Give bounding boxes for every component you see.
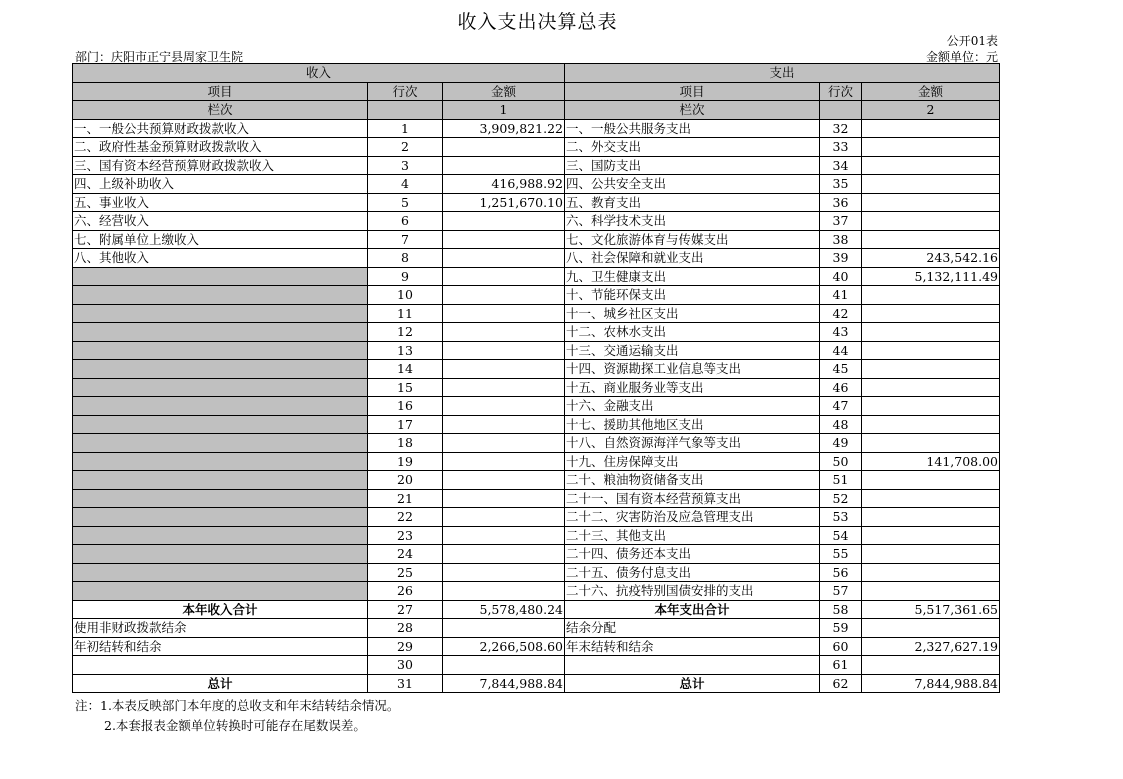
- income-amount-cell: [443, 489, 565, 508]
- income-item-cell: [73, 582, 368, 601]
- table-row: [73, 397, 1000, 416]
- expense-amount-cell: 5,132,111.49: [862, 267, 1000, 286]
- income-item-cell: [73, 267, 368, 286]
- income-item-cell: 八、其他收入: [73, 249, 368, 268]
- expense-item-cell: 九、卫生健康支出: [565, 267, 820, 286]
- expense-line-cell: 53: [820, 508, 862, 527]
- expense-item-cell: 二十五、债务付息支出: [565, 563, 820, 582]
- expense-item-cell: 十、节能环保支出: [565, 286, 820, 305]
- expense-line-cell: 49: [820, 434, 862, 453]
- income-item-cell: [73, 360, 368, 379]
- expense-item-cell: 七、文化旅游体育与传媒支出: [565, 230, 820, 249]
- income-amount-cell: [443, 582, 565, 601]
- income-amount-cell: 416,988.92: [443, 175, 565, 194]
- table-row: [73, 119, 1000, 138]
- income-item-cell: [73, 563, 368, 582]
- expense-amount-cell: [862, 119, 1000, 138]
- income-total-line-cell: 31: [368, 674, 443, 693]
- income-amount-cell: [443, 138, 565, 157]
- expense-total-amount-cell: 7,844,988.84: [862, 674, 1000, 693]
- expense-column-number: 2: [862, 101, 1000, 120]
- income-line-cell: 24: [368, 545, 443, 564]
- income-item-cell: 二、政府性基金预算财政拨款收入: [73, 138, 368, 157]
- table-row: [73, 471, 1000, 490]
- expense-amount-cell: [862, 138, 1000, 157]
- expense-amount-cell: [862, 526, 1000, 545]
- table-row: [73, 341, 1000, 360]
- expense-line-cell: 35: [820, 175, 862, 194]
- note-1: 注：1.本表反映部门本年度的总收支和年末结转结余情况。: [75, 698, 400, 713]
- income-column-blank: [368, 101, 443, 120]
- income-amount-cell: [443, 434, 565, 453]
- income-line-cell: 18: [368, 434, 443, 453]
- income-line-cell: 9: [368, 267, 443, 286]
- table-row: [73, 156, 1000, 175]
- income-amount-cell: [443, 545, 565, 564]
- income-item-cell: [73, 341, 368, 360]
- expense-line-cell: 51: [820, 471, 862, 490]
- income-item-cell: 三、国有资本经营预算财政拨款收入: [73, 156, 368, 175]
- income-item-cell: [73, 545, 368, 564]
- total-row: [73, 656, 1000, 675]
- expense-item-cell: 二十四、债务还本支出: [565, 545, 820, 564]
- expense-section-header: 支出: [565, 64, 1000, 83]
- income-line-cell: 5: [368, 193, 443, 212]
- expense-item-cell: 十一、城乡社区支出: [565, 304, 820, 323]
- expense-line-cell: 33: [820, 138, 862, 157]
- income-item-cell: [73, 415, 368, 434]
- expense-total-item-cell: [565, 656, 820, 675]
- expense-amount-cell: [862, 378, 1000, 397]
- income-amount-cell: [443, 397, 565, 416]
- expense-line-cell: 56: [820, 563, 862, 582]
- expense-total-line-cell: 59: [820, 619, 862, 638]
- expense-amount-cell: 141,708.00: [862, 452, 1000, 471]
- table-row: [73, 378, 1000, 397]
- expense-amount-cell: [862, 341, 1000, 360]
- table-row: [73, 304, 1000, 323]
- income-amount-cell: [443, 156, 565, 175]
- income-line-cell: 21: [368, 489, 443, 508]
- income-line-cell: 23: [368, 526, 443, 545]
- income-line-cell: 11: [368, 304, 443, 323]
- expense-item-cell: 十九、住房保障支出: [565, 452, 820, 471]
- expense-column-label: 栏次: [565, 101, 820, 120]
- table-row: [73, 175, 1000, 194]
- income-line-cell: 13: [368, 341, 443, 360]
- table-row: [73, 563, 1000, 582]
- form-number: 公开01表: [946, 34, 998, 48]
- expense-amount-cell: [862, 230, 1000, 249]
- income-item-cell: [73, 286, 368, 305]
- income-amount-cell: [443, 452, 565, 471]
- expense-total-amount-cell: 2,327,627.19: [862, 637, 1000, 656]
- income-amount-header: 金额: [443, 82, 565, 101]
- income-item-cell: [73, 489, 368, 508]
- income-line-cell: 20: [368, 471, 443, 490]
- income-line-cell: 4: [368, 175, 443, 194]
- income-amount-cell: [443, 323, 565, 342]
- column-number-row: [73, 101, 1000, 120]
- report-title: 收入支出决算总表: [457, 11, 618, 33]
- expense-line-cell: 40: [820, 267, 862, 286]
- income-line-cell: 1: [368, 119, 443, 138]
- income-amount-cell: 3,909,821.22: [443, 119, 565, 138]
- table-row: [73, 489, 1000, 508]
- income-line-cell: 22: [368, 508, 443, 527]
- expense-item-cell: 二十三、其他支出: [565, 526, 820, 545]
- income-amount-cell: [443, 267, 565, 286]
- total-row: [73, 637, 1000, 656]
- income-item-cell: [73, 452, 368, 471]
- income-item-cell: 一、一般公共预算财政拨款收入: [73, 119, 368, 138]
- expense-line-cell: 52: [820, 489, 862, 508]
- income-expense-table: [72, 63, 1000, 693]
- income-amount-cell: [443, 249, 565, 268]
- income-line-cell: 15: [368, 378, 443, 397]
- expense-item-cell: 六、科学技术支出: [565, 212, 820, 231]
- income-item-cell: [73, 434, 368, 453]
- income-item-header: 项目: [73, 82, 368, 101]
- expense-amount-cell: [862, 193, 1000, 212]
- expense-total-item-cell: 结余分配: [565, 619, 820, 638]
- income-total-item-cell: 总计: [73, 674, 368, 693]
- expense-line-cell: 41: [820, 286, 862, 305]
- expense-total-item-cell: 总计: [565, 674, 820, 693]
- expense-amount-cell: [862, 397, 1000, 416]
- table-row: [73, 212, 1000, 231]
- income-amount-cell: [443, 304, 565, 323]
- income-amount-cell: [443, 526, 565, 545]
- table-row: [73, 193, 1000, 212]
- expense-column-blank: [820, 101, 862, 120]
- expense-line-cell: 43: [820, 323, 862, 342]
- income-line-cell: 16: [368, 397, 443, 416]
- expense-amount-cell: [862, 286, 1000, 305]
- expense-line-cell: 44: [820, 341, 862, 360]
- expense-item-cell: 一、一般公共服务支出: [565, 119, 820, 138]
- income-total-amount-cell: 2,266,508.60: [443, 637, 565, 656]
- income-total-item-cell: 使用非财政拨款结余: [73, 619, 368, 638]
- expense-amount-cell: [862, 156, 1000, 175]
- income-amount-cell: [443, 360, 565, 379]
- expense-item-cell: 二十二、灾害防治及应急管理支出: [565, 508, 820, 527]
- expense-total-item-cell: 本年支出合计: [565, 600, 820, 619]
- income-line-header: 行次: [368, 82, 443, 101]
- expense-total-line-cell: 61: [820, 656, 862, 675]
- expense-line-cell: 47: [820, 397, 862, 416]
- income-line-cell: 6: [368, 212, 443, 231]
- expense-line-cell: 48: [820, 415, 862, 434]
- income-amount-cell: [443, 471, 565, 490]
- expense-amount-cell: [862, 508, 1000, 527]
- income-total-line-cell: 29: [368, 637, 443, 656]
- total-row: [73, 619, 1000, 638]
- expense-line-cell: 42: [820, 304, 862, 323]
- table-row: [73, 230, 1000, 249]
- expense-line-cell: 36: [820, 193, 862, 212]
- expense-total-amount-cell: 5,517,361.65: [862, 600, 1000, 619]
- expense-item-cell: 十五、商业服务业等支出: [565, 378, 820, 397]
- income-column-number: 1: [443, 101, 565, 120]
- income-line-cell: 10: [368, 286, 443, 305]
- expense-total-amount-cell: [862, 619, 1000, 638]
- expense-item-header: 项目: [565, 82, 820, 101]
- expense-total-line-cell: 60: [820, 637, 862, 656]
- income-line-cell: 3: [368, 156, 443, 175]
- income-total-line-cell: 30: [368, 656, 443, 675]
- expense-item-cell: 八、社会保障和就业支出: [565, 249, 820, 268]
- income-item-cell: 五、事业收入: [73, 193, 368, 212]
- income-item-cell: [73, 526, 368, 545]
- income-item-cell: [73, 397, 368, 416]
- expense-total-line-cell: 58: [820, 600, 862, 619]
- expense-item-cell: 二十、粮油物资储备支出: [565, 471, 820, 490]
- expense-line-cell: 54: [820, 526, 862, 545]
- income-total-item-cell: 本年收入合计: [73, 600, 368, 619]
- expense-item-cell: 十七、援助其他地区支出: [565, 415, 820, 434]
- income-amount-cell: [443, 286, 565, 305]
- income-total-line-cell: 27: [368, 600, 443, 619]
- income-item-cell: [73, 304, 368, 323]
- table-row: [73, 508, 1000, 527]
- expense-item-cell: 十六、金融支出: [565, 397, 820, 416]
- department-label: 部门：庆阳市正宁县周家卫生院: [75, 50, 244, 64]
- expense-line-cell: 37: [820, 212, 862, 231]
- amount-unit-label: 金额单位：元: [925, 50, 998, 64]
- expense-amount-cell: [862, 360, 1000, 379]
- expense-amount-header: 金额: [862, 82, 1000, 101]
- table-row: [73, 138, 1000, 157]
- income-total-item-cell: 年初结转和结余: [73, 637, 368, 656]
- income-line-cell: 7: [368, 230, 443, 249]
- income-line-cell: 19: [368, 452, 443, 471]
- expense-amount-cell: [862, 471, 1000, 490]
- expense-line-cell: 57: [820, 582, 862, 601]
- expense-item-cell: 十三、交通运输支出: [565, 341, 820, 360]
- income-line-cell: 17: [368, 415, 443, 434]
- income-item-cell: [73, 508, 368, 527]
- expense-amount-cell: [862, 489, 1000, 508]
- table-row: [73, 526, 1000, 545]
- total-row: [73, 600, 1000, 619]
- expense-total-amount-cell: [862, 656, 1000, 675]
- income-section-header: 收入: [73, 64, 565, 83]
- expense-item-cell: 四、公共安全支出: [565, 175, 820, 194]
- income-total-amount-cell: 7,844,988.84: [443, 674, 565, 693]
- income-total-amount-cell: 5,578,480.24: [443, 600, 565, 619]
- table-row: [73, 249, 1000, 268]
- expense-item-cell: 十四、资源勘探工业信息等支出: [565, 360, 820, 379]
- income-amount-cell: [443, 341, 565, 360]
- income-item-cell: 四、上级补助收入: [73, 175, 368, 194]
- expense-amount-cell: [862, 545, 1000, 564]
- column-header-row: [73, 82, 1000, 101]
- expense-item-cell: 二十一、国有资本经营预算支出: [565, 489, 820, 508]
- income-amount-cell: [443, 508, 565, 527]
- income-item-cell: 七、附属单位上缴收入: [73, 230, 368, 249]
- income-amount-cell: [443, 230, 565, 249]
- table-row: [73, 545, 1000, 564]
- expense-amount-cell: [862, 323, 1000, 342]
- income-column-label: 栏次: [73, 101, 368, 120]
- income-amount-cell: 1,251,670.10: [443, 193, 565, 212]
- expense-line-cell: 55: [820, 545, 862, 564]
- income-item-cell: [73, 471, 368, 490]
- expense-item-cell: 二十六、抗疫特别国债安排的支出: [565, 582, 820, 601]
- expense-amount-cell: [862, 563, 1000, 582]
- expense-amount-cell: [862, 304, 1000, 323]
- table-row: [73, 267, 1000, 286]
- income-total-amount-cell: [443, 619, 565, 638]
- income-amount-cell: [443, 212, 565, 231]
- expense-amount-cell: [862, 175, 1000, 194]
- income-item-cell: 六、经营收入: [73, 212, 368, 231]
- expense-line-cell: 39: [820, 249, 862, 268]
- expense-total-line-cell: 62: [820, 674, 862, 693]
- income-line-cell: 14: [368, 360, 443, 379]
- expense-amount-cell: [862, 415, 1000, 434]
- expense-item-cell: 十二、农林水支出: [565, 323, 820, 342]
- expense-item-cell: 三、国防支出: [565, 156, 820, 175]
- expense-line-cell: 34: [820, 156, 862, 175]
- income-amount-cell: [443, 378, 565, 397]
- expense-line-cell: 50: [820, 452, 862, 471]
- table-row: [73, 286, 1000, 305]
- expense-item-cell: 五、教育支出: [565, 193, 820, 212]
- expense-line-cell: 46: [820, 378, 862, 397]
- expense-line-cell: 45: [820, 360, 862, 379]
- expense-item-cell: 二、外交支出: [565, 138, 820, 157]
- income-total-line-cell: 28: [368, 619, 443, 638]
- table-row: [73, 434, 1000, 453]
- expense-item-cell: 十八、自然资源海洋气象等支出: [565, 434, 820, 453]
- income-total-amount-cell: [443, 656, 565, 675]
- total-row: [73, 674, 1000, 693]
- income-line-cell: 8: [368, 249, 443, 268]
- income-amount-cell: [443, 563, 565, 582]
- table-row: [73, 415, 1000, 434]
- table-row: [73, 452, 1000, 471]
- income-line-cell: 12: [368, 323, 443, 342]
- income-line-cell: 26: [368, 582, 443, 601]
- expense-total-item-cell: 年末结转和结余: [565, 637, 820, 656]
- section-header-row: [73, 64, 1000, 83]
- expense-amount-cell: [862, 434, 1000, 453]
- expense-line-header: 行次: [820, 82, 862, 101]
- income-amount-cell: [443, 415, 565, 434]
- income-item-cell: [73, 323, 368, 342]
- expense-amount-cell: [862, 582, 1000, 601]
- expense-amount-cell: [862, 212, 1000, 231]
- table-row: [73, 582, 1000, 601]
- note-2: 2.本套报表金额单位转换时可能存在尾数误差。: [104, 718, 366, 733]
- income-line-cell: 2: [368, 138, 443, 157]
- table-row: [73, 360, 1000, 379]
- income-item-cell: [73, 378, 368, 397]
- table-row: [73, 323, 1000, 342]
- expense-line-cell: 32: [820, 119, 862, 138]
- expense-line-cell: 38: [820, 230, 862, 249]
- income-total-item-cell: [73, 656, 368, 675]
- income-line-cell: 25: [368, 563, 443, 582]
- notes: [75, 696, 399, 736]
- expense-amount-cell: 243,542.16: [862, 249, 1000, 268]
